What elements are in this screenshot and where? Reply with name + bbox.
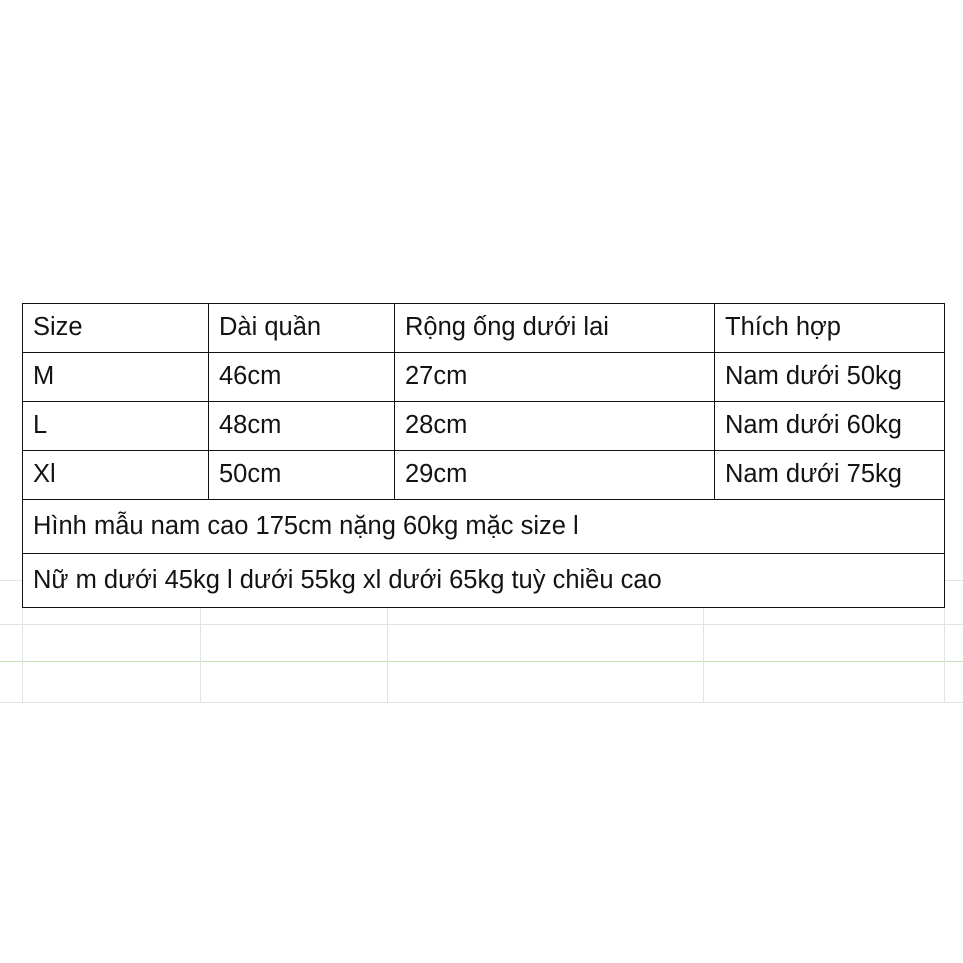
column-header-fit: Thích hợp [715, 304, 945, 353]
column-header-length: Dài quần [209, 304, 395, 353]
cell-length: 48cm [209, 402, 395, 451]
cell-width: 27cm [395, 353, 715, 402]
table-note-row [23, 554, 945, 608]
table-header-row [23, 304, 945, 353]
cell-size: Xl [23, 451, 209, 500]
table-row [23, 451, 945, 500]
note-women-sizing: Nữ m dưới 45kg l dưới 55kg xl dưới 65kg tuỳ chiều cao [23, 554, 945, 608]
column-header-width: Rộng ống dưới lai [395, 304, 715, 353]
cell-width: 29cm [395, 451, 715, 500]
cell-fit: Nam dưới 50kg [715, 353, 945, 402]
column-header-size: Size [23, 304, 209, 353]
table-row [23, 353, 945, 402]
size-chart-table [22, 303, 945, 608]
table-row [23, 402, 945, 451]
cell-fit: Nam dưới 60kg [715, 402, 945, 451]
cell-length: 46cm [209, 353, 395, 402]
cell-length: 50cm [209, 451, 395, 500]
cell-size: L [23, 402, 209, 451]
cell-size: M [23, 353, 209, 402]
note-model-reference: Hình mẫu nam cao 175cm nặng 60kg mặc size l [23, 500, 945, 554]
table-note-row [23, 500, 945, 554]
cell-width: 28cm [395, 402, 715, 451]
cell-fit: Nam dưới 75kg [715, 451, 945, 500]
